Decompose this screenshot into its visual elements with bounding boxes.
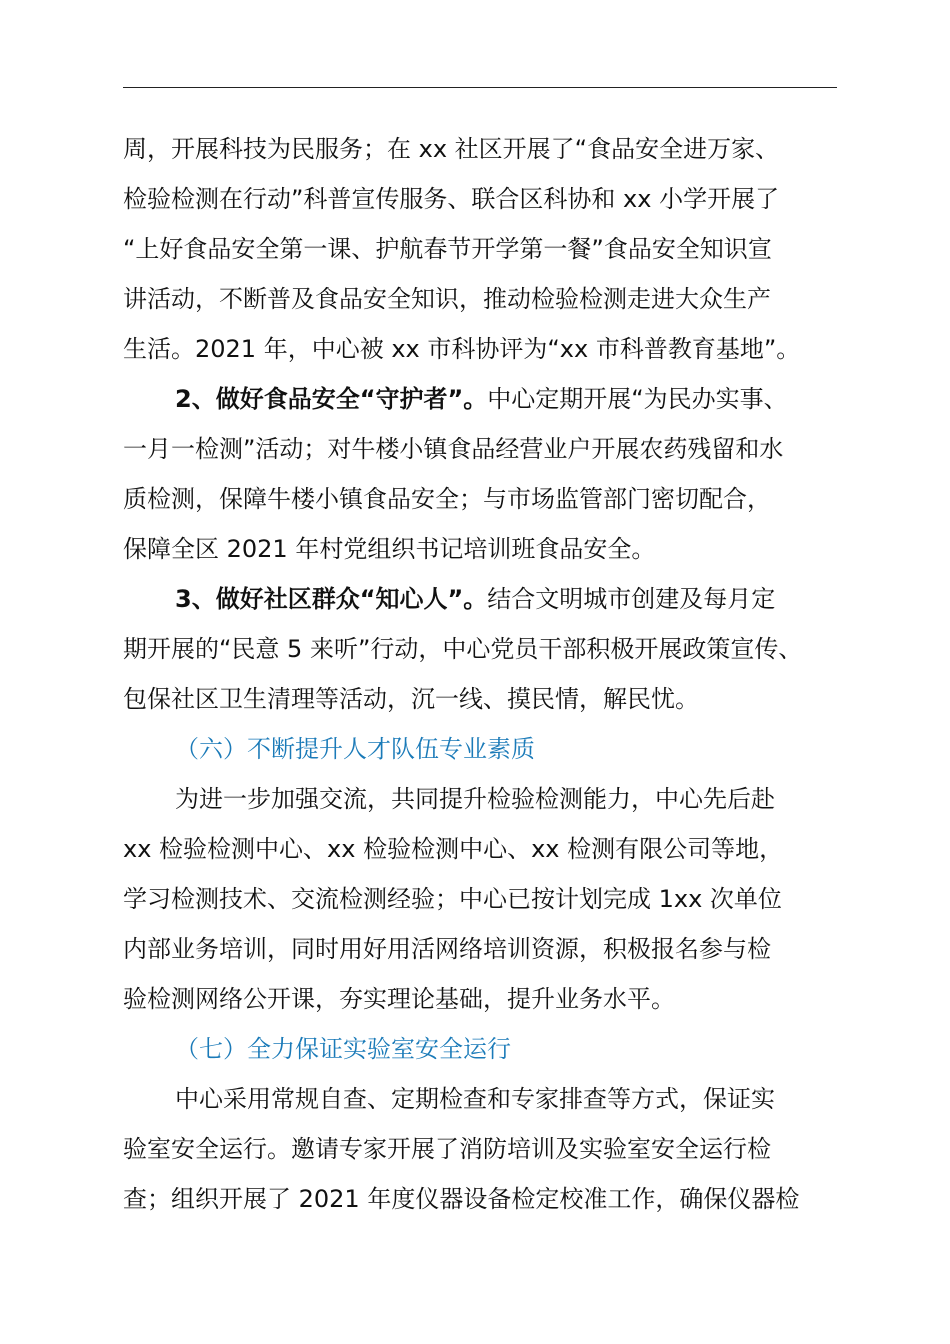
text-line: “上好食品安全第一课、护航春节开学第一餐”食品安全知识宣 [123, 235, 772, 263]
text-line: 为进一步加强交流，共同提升检验检测能力，中心先后赴 [175, 785, 775, 813]
item-title: 3、做好社区群众“知心人”。 [175, 585, 488, 613]
header-rule [123, 87, 837, 88]
section-heading-talent: （六）不断提升人才队伍专业素质 [175, 735, 535, 763]
section-heading-lab-safety: （七）全力保证实验室安全运行 [175, 1035, 511, 1063]
paragraph-community-confidant [123, 574, 841, 724]
text-line: 生活。2021 年，中心被 xx 市科协评为“xx 市科普教育基地”。 [123, 335, 801, 363]
text-line: 质检测，保障牛楼小镇食品安全；与市场监管部门密切配合， [123, 485, 771, 513]
text-line: 周，开展科技为民服务；在 xx 社区开展了“食品安全进万家、 [123, 135, 780, 163]
text-line [123, 574, 841, 624]
paragraph-food-safety-guardian [123, 374, 841, 574]
paragraph-talent-training [123, 774, 841, 1024]
text-line: 内部业务培训，同时用好用活网络培训资源，积极报名参与检 [123, 935, 771, 963]
text-line: xx 检验检测中心、xx 检验检测中心、xx 检测有限公司等地， [123, 835, 784, 863]
text-line: 验室安全运行。邀请专家开展了消防培训及实验室安全运行检 [123, 1135, 771, 1163]
paragraph-lab-safety [123, 1074, 841, 1224]
text-line: 一月一检测”活动；对牛楼小镇食品经营业户开展农药残留和水 [123, 435, 784, 463]
text-line: 包保社区卫生清理等活动，沉一线、摸民情，解民忧。 [123, 685, 699, 713]
text-line: 查；组织开展了 2021 年度仪器设备检定校准工作，确保仪器检 [123, 1185, 800, 1213]
text-line: 讲活动，不断普及食品安全知识，推动检验检测走进大众生产 [123, 285, 771, 313]
text-line: 中心采用常规自查、定期检查和专家排查等方式，保证实 [175, 1085, 775, 1113]
paragraph-science-outreach [123, 124, 841, 374]
item-text: 中心定期开展“为民办实事、 [487, 385, 788, 413]
text-line: 保障全区 2021 年村党组织书记培训班食品安全。 [123, 535, 656, 563]
item-title: 2、做好食品安全“守护者”。 [175, 385, 488, 413]
text-line: 期开展的“民意 5 来听”行动，中心党员干部积极开展政策宣传、 [123, 635, 803, 663]
text-line: 检验检测在行动”科普宣传服务、联合区科协和 xx 小学开展了 [123, 185, 780, 213]
document-body [123, 124, 841, 1224]
text-line: 验检测网络公开课，夯实理论基础，提升业务水平。 [123, 985, 675, 1013]
item-text: 结合文明城市创建及每月定 [487, 585, 776, 613]
text-line: 学习检测技术、交流检测经验；中心已按计划完成 1xx 次单位 [123, 885, 782, 913]
text-line [123, 374, 841, 424]
